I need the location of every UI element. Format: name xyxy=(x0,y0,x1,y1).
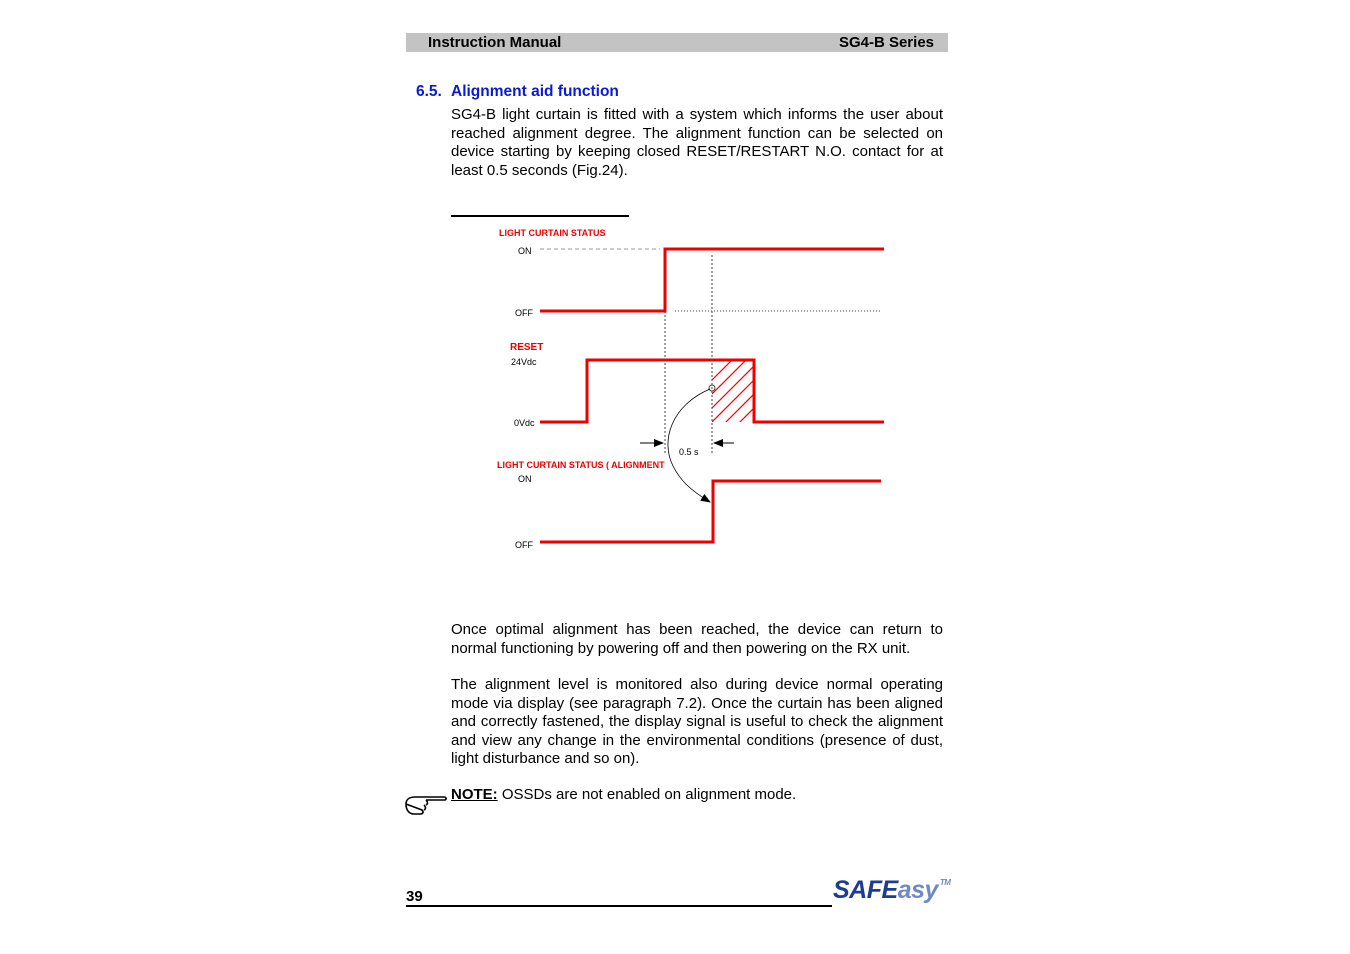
reset-title-label: RESET xyxy=(510,342,544,353)
monitoring-paragraph: The alignment level is monitored also during device normal operating mode via display (see paragraph 7.2). Once the curtain has been aligned and correctly fastened, the display signal is useful to check the alignment and view any change in the environmental conditions (presence of dust, light disturbance and so on). xyxy=(451,676,943,768)
brand-logo xyxy=(833,876,950,905)
header-title: Instruction Manual xyxy=(428,34,562,51)
intro-paragraph: SG4-B light curtain is fitted with a system which informs the user about reached alignment degree. The alignment function can be selected on device starting by keeping closed RESET/RESTART N.O. contact for at least 0.5 seconds (Fig.24). xyxy=(451,106,943,179)
logo-main: SAFE xyxy=(833,876,898,904)
align-title-label: LIGHT CURTAIN STATUS ( ALIGNMENT xyxy=(497,460,665,470)
note-text: OSSDs are not enabled on alignment mode. xyxy=(497,786,797,803)
pointing-hand-icon xyxy=(404,794,448,818)
reset-low-label: 0Vdc xyxy=(514,418,535,428)
section-title: Alignment aid function xyxy=(451,83,619,100)
hold-hatch xyxy=(712,350,812,450)
timing-diagram xyxy=(440,205,900,565)
note xyxy=(451,786,796,803)
page-header xyxy=(406,33,948,52)
align-off-label: OFF xyxy=(515,540,533,550)
page-number: 39 xyxy=(406,888,423,905)
logo-accent: asy xyxy=(897,876,938,904)
reset-high-label: 24Vdc xyxy=(511,357,537,367)
section-number: 6.5. xyxy=(416,83,442,100)
note-label: NOTE: xyxy=(451,786,498,803)
status-off-label: OFF xyxy=(515,308,533,318)
interval-label: 0.5 s xyxy=(679,447,699,457)
status-on-label: ON xyxy=(518,246,532,256)
alignment-signal xyxy=(540,481,881,542)
align-on-label: ON xyxy=(518,474,532,484)
return-paragraph: Once optimal alignment has been reached, the device can return to normal functioning by powering off and then powering on the RX unit. xyxy=(451,621,943,657)
transition-arrow xyxy=(668,389,710,502)
logo-tm: TM xyxy=(939,878,951,887)
section-heading xyxy=(416,83,619,101)
header-series: SG4-B Series xyxy=(838,34,934,51)
status-title-label: LIGHT CURTAIN STATUS xyxy=(499,228,606,238)
footer-rule xyxy=(406,905,832,907)
